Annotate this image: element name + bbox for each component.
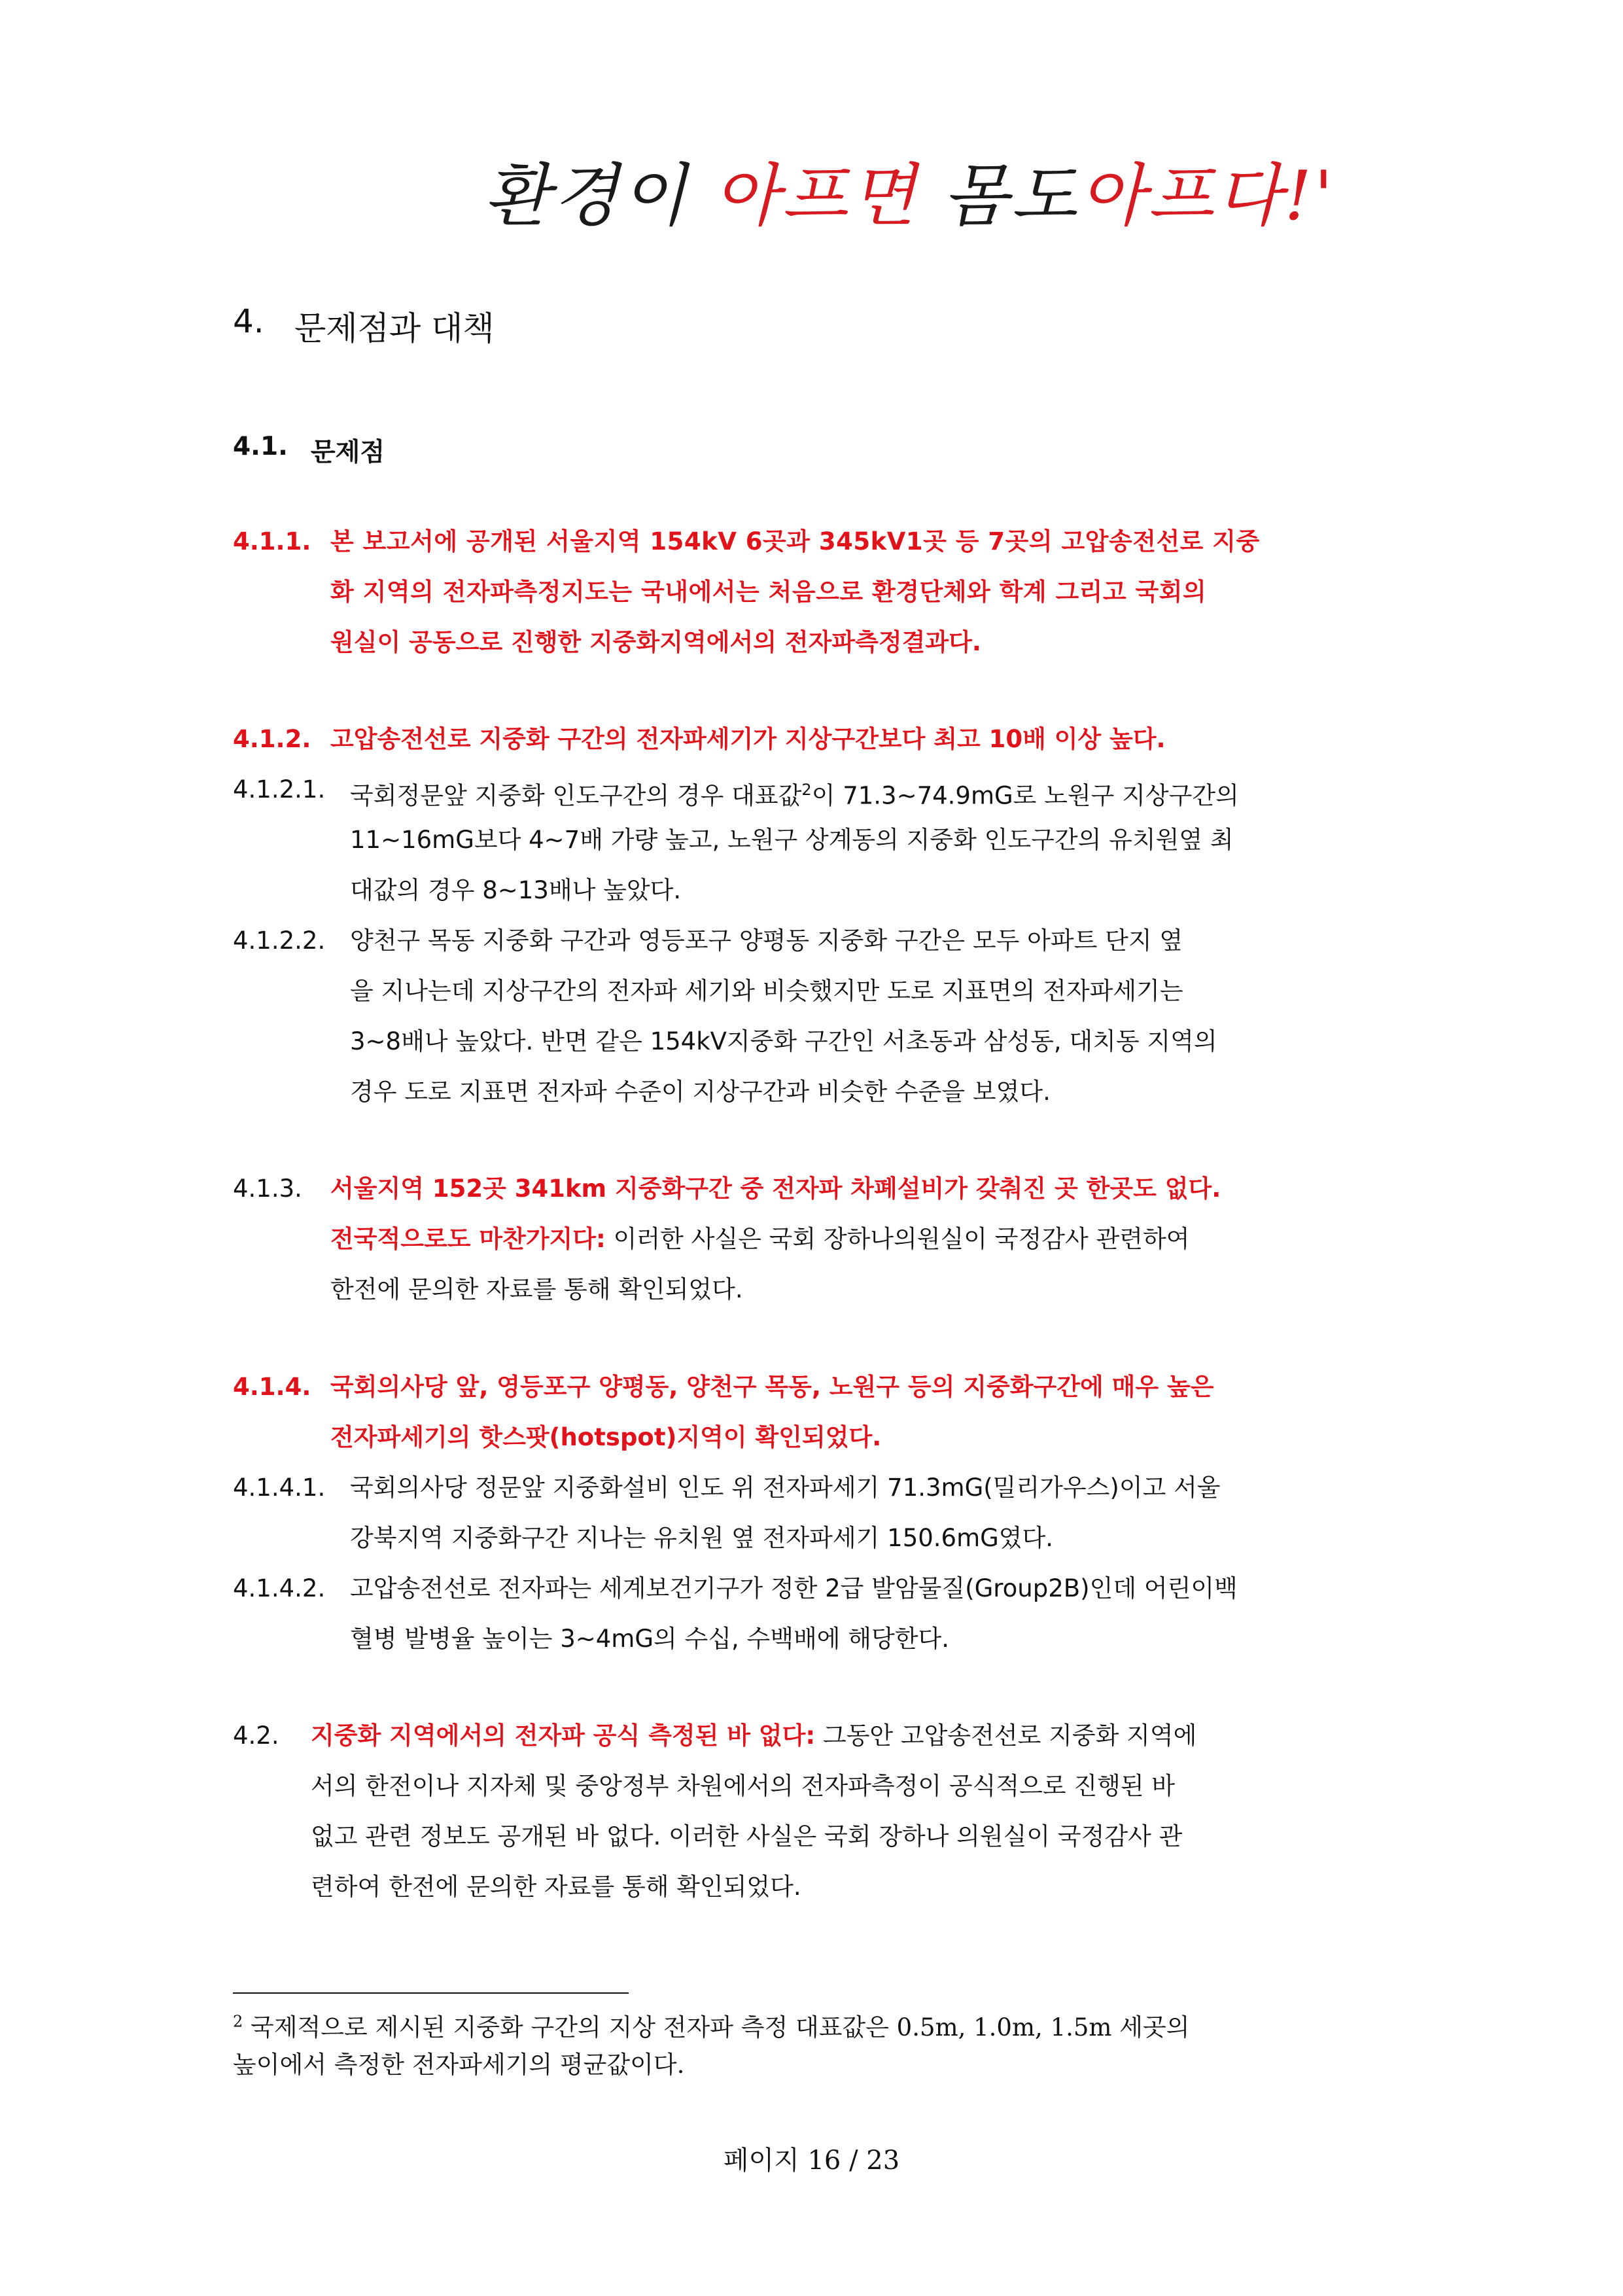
item-number: 4.1.1. — [233, 527, 311, 556]
paragraph-line: 화 지역의 전자파측정지도는 국내에서는 처음으로 환경단체와 학계 그리고 국회의 — [330, 578, 1207, 606]
paragraph-line: 서의 한전이나 지자체 및 중앙정부 차원에서의 전자파측정이 공식적으로 진행된 바 — [311, 1772, 1176, 1800]
paragraph-line: 대값의 경우 8~13배나 높았다. — [350, 876, 682, 904]
paragraph-line: 없고 관련 정보도 공개된 바 없다. 이러한 사실은 국회 장하나 의원실이 국정감사 관 — [311, 1822, 1183, 1850]
paragraph-line: 고압송전선로 전자파는 세계보건기구가 정한 2급 발암물질(Group2B)인데 어린이백 — [350, 1574, 1238, 1602]
paragraph-line: 양천구 목동 지중화 구간과 영등포구 양평동 지중화 구간은 모두 아파트 단지 옆 — [350, 927, 1183, 955]
paragraph-line: 서울지역 152곳 341km 지중화구간 중 전자파 차폐설비가 갖춰진 곳 한곳도 없다. — [330, 1174, 1221, 1203]
paragraph-line — [350, 777, 1239, 809]
subsection-title: 문제점 — [311, 438, 385, 467]
subitem-number: 4.1.2.1. — [233, 775, 326, 804]
section-number: 4. — [233, 302, 264, 340]
subitem-number: 4.1.4.2. — [233, 1574, 326, 1602]
paragraph-line: 전자파세기의 핫스팟(hotspot)지역이 확인되었다. — [330, 1423, 882, 1451]
section-title: 문제점과 대책 — [294, 309, 495, 347]
footnote-ref: 2 — [801, 781, 812, 799]
footnote-line — [233, 2007, 1190, 2043]
item-number: 4.1.4. — [233, 1373, 311, 1401]
page-number: 페이지 16 / 23 — [723, 2146, 900, 2176]
paragraph-line: 을 지나는데 지상구간의 전자파 세기와 비슷했지만 도로 지표면의 전자파세기는 — [350, 977, 1183, 1005]
paragraph-line: 련하여 한전에 문의한 자료를 통해 확인되었다. — [311, 1873, 801, 1901]
paragraph-line: 본 보고서에 공개된 서울지역 154kV 6곳과 345kV1곳 등 7곳의 고압송전선로 지중 — [330, 527, 1260, 556]
paragraph-line: 국회의사당 정문앞 지중화설비 인도 위 전자파세기 71.3mG(밀리가우스)이고 서울 — [350, 1474, 1221, 1502]
paragraph-line: 11~16mG보다 4~7배 가량 높고, 노원구 상계동의 지중화 인도구간의 유치원옆 최 — [350, 826, 1234, 854]
paragraph-line — [311, 1723, 1196, 1749]
logo-part: 몸도 — [942, 156, 1079, 236]
paragraph-line — [330, 1226, 1189, 1252]
logo-part: 아프면 — [713, 156, 943, 236]
paragraph-line: 경우 도로 지표면 전자파 수준이 지상구간과 비슷한 수준을 보였다. — [350, 1078, 1051, 1106]
subsection-number: 4.1. — [233, 432, 288, 461]
text-fragment: 그동안 고압송전선로 지중화 지역에 — [815, 1722, 1197, 1750]
logo-part: 환경이 — [484, 156, 714, 236]
text-fragment: 이러한 사실은 국회 장하나의원실이 국정감사 관련하여 — [605, 1225, 1190, 1253]
logo-part: 아프다!' — [1079, 156, 1336, 236]
subsection-number: 4.2. — [233, 1722, 279, 1750]
logo-slogan — [484, 141, 1336, 236]
footnote-divider — [233, 1992, 629, 1994]
item-number: 4.1.3. — [233, 1174, 302, 1203]
paragraph-line: 한전에 문의한 자료를 통해 확인되었다. — [330, 1275, 743, 1303]
paragraph-line: 3~8배나 높았다. 반면 같은 154kV지중화 구간인 서초동과 삼성동, 대치동 지역의 — [350, 1027, 1217, 1055]
item-title: 고압송전선로 지중화 구간의 전자파세기가 지상구간보다 최고 10배 이상 높다. — [330, 725, 1166, 753]
text-fragment: 국회정문앞 지중화 인도구간의 경우 대표값 — [350, 781, 802, 810]
paragraph-line: 원실이 공동으로 진행한 지중화지역에서의 전자파측정결과다. — [330, 628, 981, 656]
subitem-number: 4.1.4.1. — [233, 1474, 326, 1502]
text-fragment: 국제적으로 제시된 지중화 구간의 지상 전자파 측정 대표값은 0.5m, 1.0m, 1.5m 세곳의 — [243, 2013, 1190, 2041]
item-number: 4.1.2. — [233, 725, 311, 753]
footnote-mark: 2 — [233, 2012, 243, 2031]
subitem-number: 4.1.2.2. — [233, 927, 326, 955]
text-fragment: 이 71.3~74.9mG로 노원구 지상구간의 — [811, 781, 1239, 810]
paragraph-line: 강북지역 지중화구간 지나는 유치원 옆 전자파세기 150.6mG였다. — [350, 1524, 1054, 1552]
footnote-line: 높이에서 측정한 전자파세기의 평균값이다. — [233, 2051, 685, 2079]
paragraph-line: 국회의사당 앞, 영등포구 양평동, 양천구 목동, 노원구 등의 지중화구간에 매우 높은 — [330, 1373, 1214, 1401]
text-fragment: 전국적으로도 마찬가지다: — [330, 1225, 606, 1253]
paragraph-line: 혈병 발병율 높이는 3~4mG의 수십, 수백배에 해당한다. — [350, 1625, 949, 1653]
text-fragment: 지중화 지역에서의 전자파 공식 측정된 바 없다: — [311, 1722, 816, 1750]
